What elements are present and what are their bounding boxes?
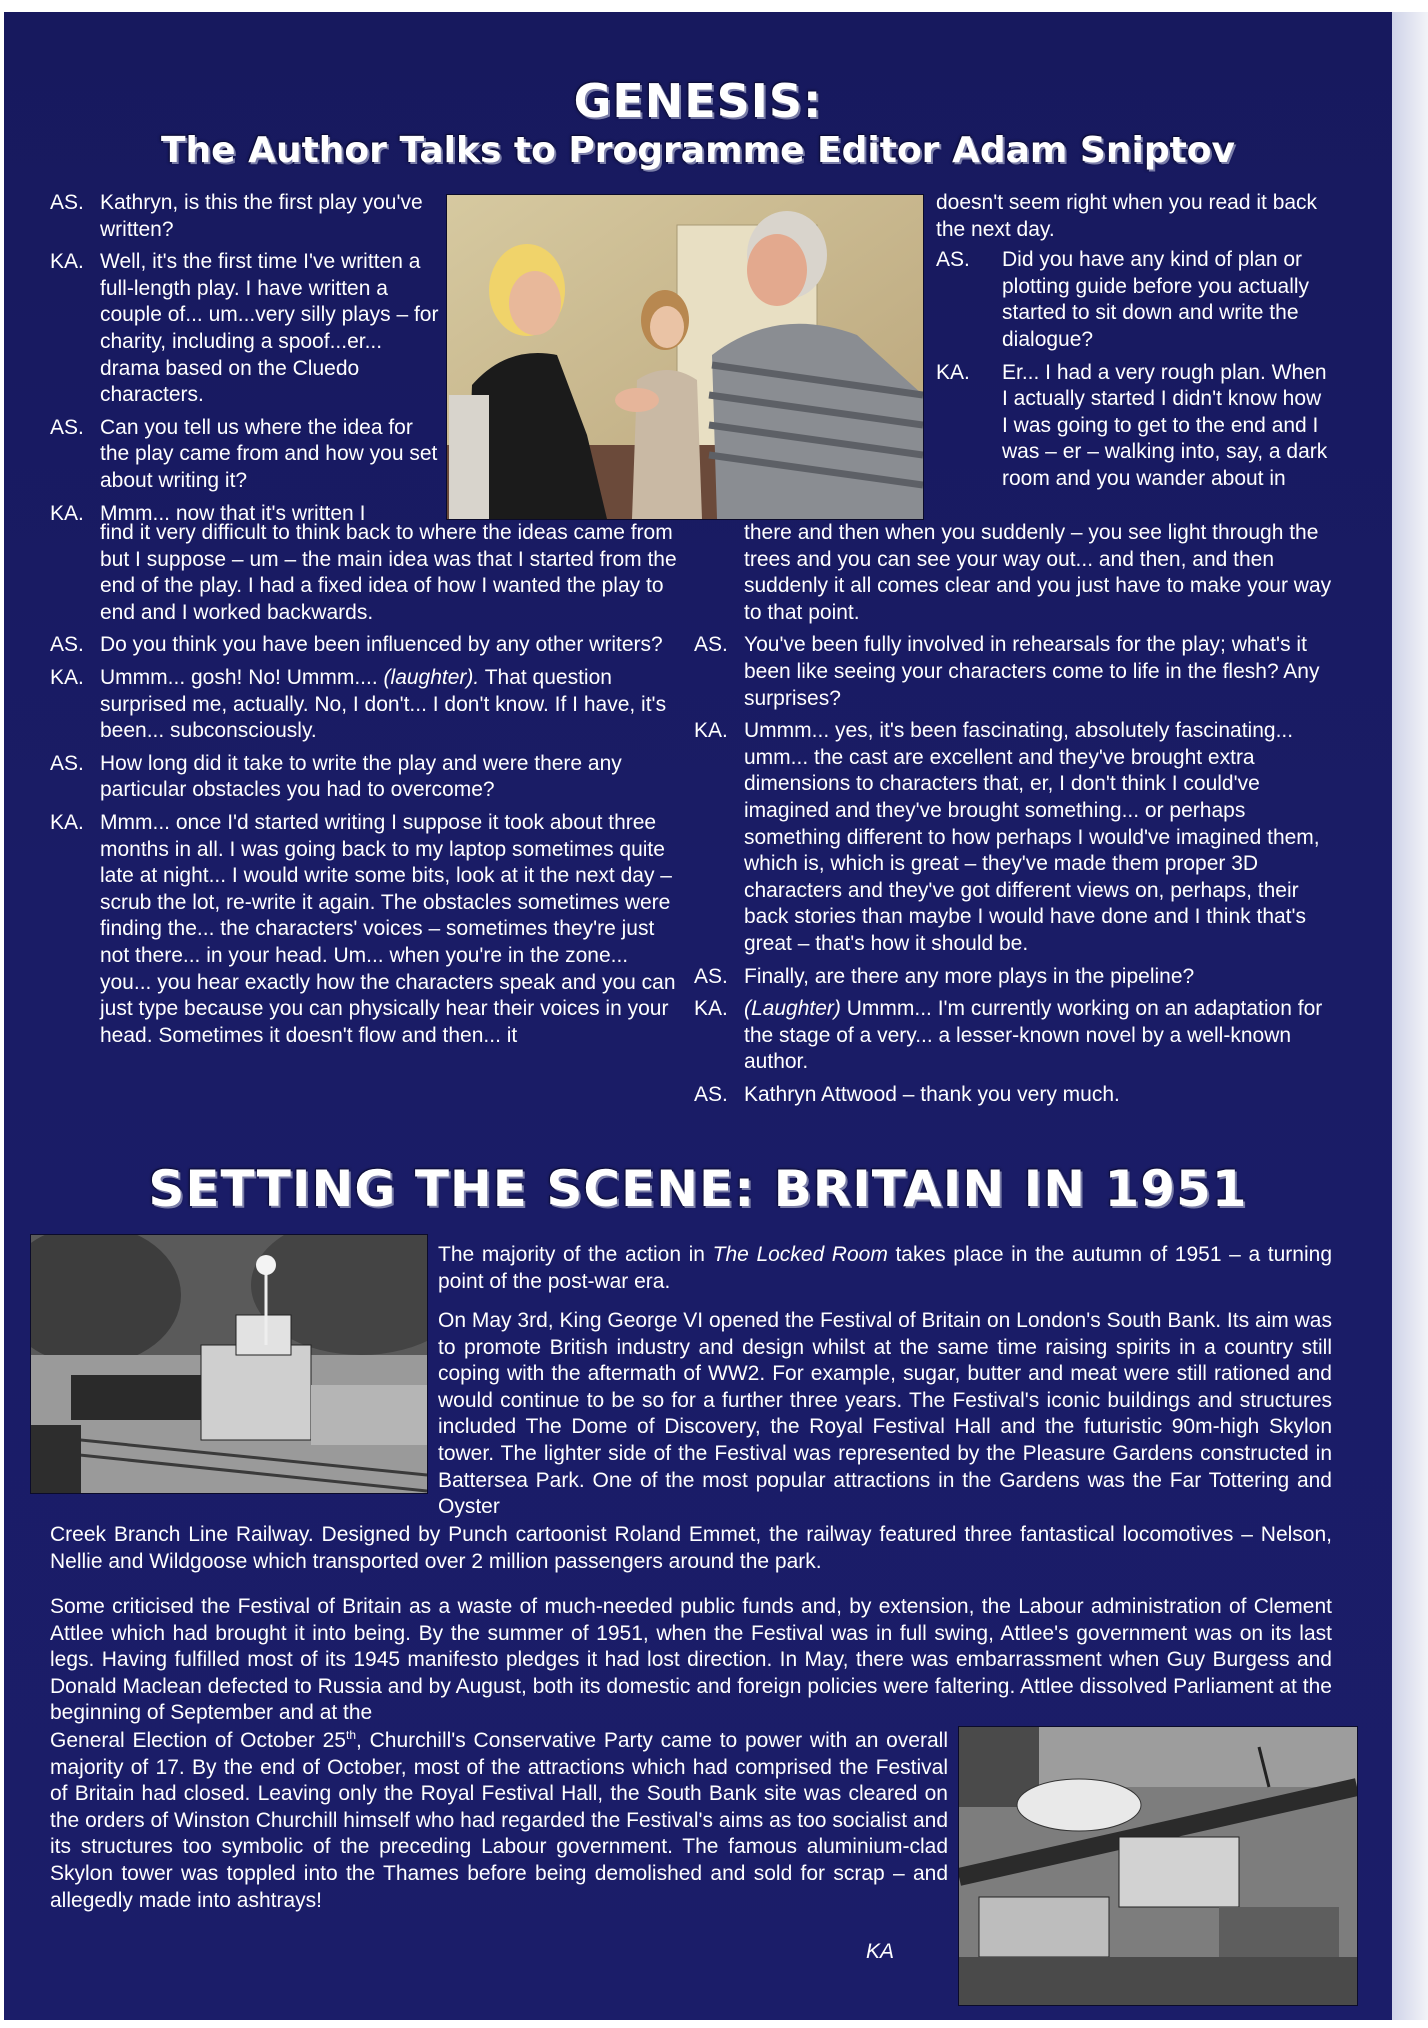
speaker-label: KA. xyxy=(50,665,84,689)
article-subtitle: The Author Talks to Programme Editor Adam Sniptov xyxy=(160,130,1236,171)
interview-col1-bottom xyxy=(50,520,680,1055)
author-handshake-photo xyxy=(447,195,923,519)
qa-item xyxy=(936,360,1332,493)
qa-item xyxy=(694,1082,1332,1109)
speaker-label: AS. xyxy=(50,633,84,657)
qa-item xyxy=(50,810,680,1049)
section-title: SETTING THE SCENE: BRITAIN IN 1951 xyxy=(148,1160,1248,1218)
speaker-label: AS. xyxy=(50,191,84,214)
interview-col1-top xyxy=(50,190,440,527)
qa-item xyxy=(50,751,680,804)
section-para-1: The majority of the action in The Locked Room takes place in the autumn of 1951 – a turning point of the post-war era. xyxy=(438,1243,1332,1293)
article-title: GENESIS: xyxy=(573,74,823,128)
qa-item xyxy=(50,249,440,409)
qa-text: Do you think you have been influenced by any other writers? xyxy=(100,633,663,657)
qa-item xyxy=(50,632,680,659)
speaker-label: AS. xyxy=(50,751,84,775)
qa-text: Well, it's the first time I've written a full-length play. I have written a couple of... um...very silly plays – for charity, including a spoof...er... drama based on the Cluedo characters. xyxy=(100,250,439,407)
speaker-label: KA. xyxy=(694,997,728,1021)
section-para-2-cont: Creek Branch Line Railway. Designed by Punch cartoonist Roland Emmet, the railway featured three fantastical locomotives – Nelson, Nellie and Wildgoose which transported over 2 million passengers around the park. xyxy=(50,1523,1332,1573)
south-bank-aerial-photo xyxy=(959,1727,1357,2005)
interview-col2-top xyxy=(936,190,1332,493)
qa-item xyxy=(936,247,1332,353)
section-para-4: General Election of October 25th, Churchill's Conservative Party came to power with an overall majority of 17. By the end of October, most of the attractions which had comprised the Festival of Britain had closed. Leaving only the Royal Festival Hall, the South Bank site was cleared on the orders of Winston Churchill himself who had regarded the Festival's aims as too socialist and its structures too symbolic of the preceding Labour government. The famous aluminium-clad Skylon tower was toppled into the Thames before being demolished and sold for scrap – and allegedly made into ashtrays! xyxy=(50,1728,948,1912)
qa-item xyxy=(694,632,1332,712)
qa-text: Ummm... yes, it's been fascinating, absolutely fascinating... umm... the cast are excellent and they've brought extra dimensions to characters that, er, I don't think I could've imagined and they've brought something... or perhaps something different to how perhaps I would've imagined them, which is, which is great – they've made them proper 3D characters and they've got different views on, perhaps, their back stories than maybe I would have done and I think that's great – that's how it should be. xyxy=(744,719,1320,955)
qa-item xyxy=(50,190,440,243)
southbank-photo xyxy=(958,1726,1358,2006)
speaker-label: KA. xyxy=(50,501,84,525)
interview-col2-bottom xyxy=(694,520,1332,1114)
speaker-label: AS. xyxy=(50,415,84,439)
speaker-label: AS. xyxy=(694,964,728,988)
speaker-label: KA. xyxy=(50,810,84,834)
section-para-2: On May 3rd, King George VI opened the Festival of Britain on London's South Bank. Its aim was to promote British industry and design whilst at the same time raising spirits in a country still coping with the aftermath of WW2. For example, sugar, butter and meat were still rationed and would continue to be so for a further three years. The Festival's iconic buildings and structures included The Dome of Discovery, the Royal Festival Hall and the futuristic 90m-high Skylon tower. The lighter side of the Festival was represented by the Pleasure Gardens constructed in Battersea Park. One of the most popular attractions in the Gardens was the Far Tottering and Oyster xyxy=(438,1309,1332,1519)
speaker-label: KA. xyxy=(694,719,728,743)
section-para-3: Some criticised the Festival of Britain as a waste of much-needed public funds and, by extension, the Labour administration of Clement Attlee which had brought it into being. By the summer of 1951, when the Festival was in full swing, Attlee's government was on its last legs. Having fulfilled most of its 1945 manifesto pledges it had lost direction. In May, there was embarrassment when Guy Burgess and Donald Maclean defected to Russia and by August, both its domestic and foreign policies were faltering. Attlee dissolved Parliament at the beginning of September and at the xyxy=(50,1595,1332,1725)
qa-text: (Laughter) Ummm... I'm currently working on an adaptation for the stage of a very... a lesser-known novel by a well-known author. xyxy=(744,997,1323,1074)
qa-text: You've been fully involved in rehearsals for the play; what's it been like seeing your characters come to life in the flesh? Any surprises? xyxy=(744,633,1320,710)
qa-item xyxy=(936,190,1332,243)
qa-text: Did you have any kind of plan or plotting guide before you actually started to sit down and write the dialogue? xyxy=(1002,248,1310,351)
qa-text: Er... I had a very rough plan. When I actually started I didn't know how I was going to get to the end and I was – er – walking into, say, a dark room and you wander about in xyxy=(1002,360,1328,490)
qa-text: find it very difficult to think back to where the ideas came from but I suppose – um – the main idea was that I started from the end of the play. I had a fixed idea of how I wanted the play to end and I worked backwards. xyxy=(100,521,677,624)
qa-text: doesn't seem right when you read it back the next day. xyxy=(936,191,1318,241)
qa-text: Finally, are there any more plays in the pipeline? xyxy=(744,964,1195,988)
festival-railway-photo xyxy=(31,1235,427,1493)
qa-item xyxy=(50,415,440,495)
interview-photo xyxy=(446,194,924,520)
magazine-page xyxy=(4,12,1392,2020)
author-signature: KA xyxy=(866,1940,895,1963)
qa-item xyxy=(694,718,1332,957)
qa-text: How long did it take to write the play and were there any particular obstacles you had to overcome? xyxy=(100,751,622,802)
speaker-label: KA. xyxy=(50,250,84,274)
speaker-label: AS. xyxy=(936,248,970,272)
qa-text: Kathryn, is this the first play you've written? xyxy=(100,191,423,241)
qa-item xyxy=(694,996,1332,1076)
qa-text: Mmm... once I'd started writing I suppose it took about three months in all. I was going back to my laptop sometimes quite late at night... I would write some bits, look at it the next day – scrub the lot, re-write it again. The obstacles sometimes were finding the... the characters' voices – sometimes they're just not there... in your head. Um... when you're in the zone... you... you hear exactly how the characters speak and you can just type because you can physically hear their voices in your head. Sometimes it doesn't flow and then... it xyxy=(100,810,676,1047)
qa-item xyxy=(50,665,680,745)
railway-photo xyxy=(30,1234,428,1494)
page-edge xyxy=(1392,12,1428,2020)
qa-item xyxy=(694,964,1332,991)
qa-item xyxy=(50,520,680,626)
qa-text: Ummm... gosh! No! Ummm.... (laughter). That question surprised me, actually. No, I don't... I don't know. If I have, it's been... subconsciously. xyxy=(100,665,667,743)
speaker-label: AS. xyxy=(694,633,728,657)
qa-text: there and then when you suddenly – you see light through the trees and you can see your way out... and then, and then suddenly it all comes clear and you just have to make your way to that point. xyxy=(744,521,1332,624)
qa-text: Mmm... now that it's written I xyxy=(100,501,366,525)
qa-item xyxy=(694,520,1332,626)
qa-text: Kathryn Attwood – thank you very much. xyxy=(744,1082,1120,1106)
qa-text: Can you tell us where the idea for the play came from and how you set about writing it? xyxy=(100,415,438,492)
speaker-label: KA. xyxy=(936,360,970,384)
speaker-label: AS. xyxy=(694,1082,728,1106)
